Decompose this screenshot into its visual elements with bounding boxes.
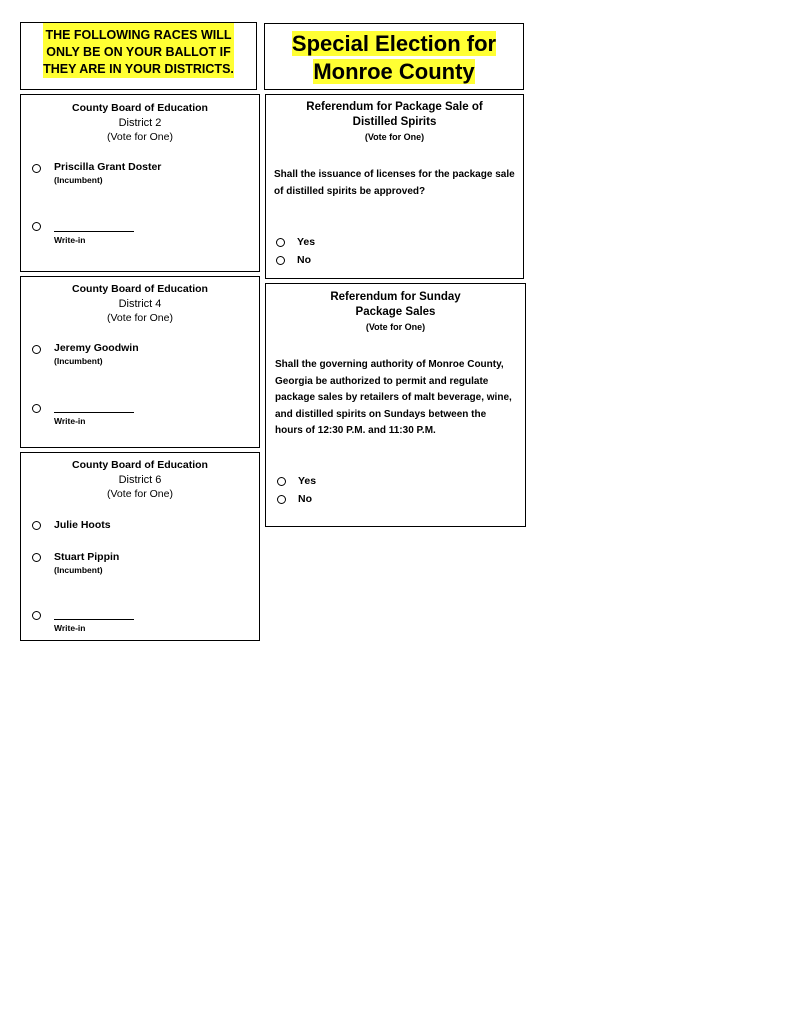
- race-title: County Board of Education: [72, 283, 208, 295]
- race-district-2: [20, 94, 260, 272]
- writein-label: Write-in: [54, 623, 86, 633]
- writein: [54, 221, 134, 246]
- referendum-header: [266, 284, 525, 334]
- option-yes: Yes: [297, 236, 316, 248]
- question-line: Shall the governing authority of Monroe County,: [275, 359, 504, 370]
- race-vote-instruction: (Vote for One): [107, 131, 173, 143]
- candidate-name: Julie Hoots: [54, 519, 111, 531]
- question-line: package sales by retailers of malt beverage, wine,: [275, 392, 512, 403]
- writein-line[interactable]: [54, 221, 134, 232]
- notice-line-2: ONLY BE ON YOUR BALLOT IF: [46, 45, 231, 59]
- candidate-doster: [54, 161, 161, 186]
- question-line: Georgia be authorized to permit and regulate: [275, 375, 489, 387]
- referendum-vote-instruction: (Vote for One): [365, 322, 426, 332]
- candidate-name: Priscilla Grant Doster: [54, 161, 162, 173]
- candidate-bubble-hoots[interactable]: [32, 521, 41, 530]
- writein-bubble[interactable]: [32, 404, 41, 413]
- candidate-note: (Incumbent): [54, 175, 103, 185]
- race-header: [21, 277, 259, 326]
- question-line: of distilled spirits be approved?: [274, 185, 426, 197]
- writein-label: Write-in: [54, 416, 86, 426]
- districts-notice-box: [20, 22, 257, 90]
- referendum-title-line-2: Package Sales: [355, 306, 436, 318]
- notice-line-3: THEY ARE IN YOUR DISTRICTS.: [43, 62, 234, 76]
- race-vote-instruction: (Vote for One): [107, 312, 173, 324]
- writein-line[interactable]: [54, 609, 134, 620]
- candidate-hoots: [54, 519, 111, 532]
- yes-bubble[interactable]: [277, 477, 286, 486]
- no-bubble[interactable]: [276, 256, 285, 265]
- referendum-title-line-1: Referendum for Sunday: [330, 291, 461, 303]
- candidate-bubble-pippin[interactable]: [32, 553, 41, 562]
- writein-bubble[interactable]: [32, 611, 41, 620]
- referendum-vote-instruction: (Vote for One): [364, 132, 425, 142]
- no-bubble[interactable]: [277, 495, 286, 504]
- districts-notice: [43, 23, 234, 78]
- referendum-title-line-2: Distilled Spirits: [352, 116, 437, 128]
- referendum-header: [266, 95, 523, 144]
- race-title: County Board of Education: [72, 459, 208, 471]
- candidate-bubble-doster[interactable]: [32, 164, 41, 173]
- race-header: [21, 453, 259, 502]
- race-district-6: [20, 452, 260, 641]
- question-line: and distilled spirits on Sundays between the: [275, 408, 487, 420]
- race-district-4: [20, 276, 260, 448]
- question-line: hours of 12:30 P.M. and 11:30 P.M.: [275, 425, 436, 436]
- option-yes: Yes: [298, 475, 317, 487]
- election-title: [292, 24, 496, 86]
- race-district: District 4: [118, 297, 162, 310]
- option-no: No: [297, 254, 311, 266]
- referendum-sunday-sales: [265, 283, 526, 527]
- referendum-question: [274, 167, 515, 200]
- title-line-2: Monroe County: [313, 59, 475, 84]
- writein-line[interactable]: [54, 402, 134, 413]
- referendum-title-line-1: Referendum for Package Sale of: [306, 101, 483, 113]
- race-district: District 2: [118, 116, 162, 129]
- writein: [54, 609, 134, 634]
- candidate-bubble-goodwin[interactable]: [32, 345, 41, 354]
- candidate-pippin: [54, 551, 119, 576]
- writein: [54, 402, 134, 427]
- race-title: County Board of Education: [72, 102, 208, 114]
- writein-label: Write-in: [54, 235, 86, 245]
- race-district: District 6: [118, 473, 162, 486]
- option-no: No: [298, 493, 312, 505]
- candidate-goodwin: [54, 342, 139, 367]
- referendum-distilled-spirits: [265, 94, 524, 279]
- election-title-box: [264, 23, 524, 90]
- candidate-name: Stuart Pippin: [54, 551, 120, 563]
- question-line: Shall the issuance of licenses for the package sale: [274, 169, 515, 180]
- candidate-name: Jeremy Goodwin: [54, 342, 139, 354]
- referendum-question: [275, 357, 512, 440]
- notice-line-1: THE FOLLOWING RACES WILL: [45, 28, 232, 42]
- title-line-1: Special Election for: [291, 31, 497, 56]
- writein-bubble[interactable]: [32, 222, 41, 231]
- race-header: [21, 95, 259, 145]
- yes-bubble[interactable]: [276, 238, 285, 247]
- candidate-note: (Incumbent): [54, 565, 103, 575]
- candidate-note: (Incumbent): [54, 356, 103, 366]
- race-vote-instruction: (Vote for One): [107, 488, 173, 500]
